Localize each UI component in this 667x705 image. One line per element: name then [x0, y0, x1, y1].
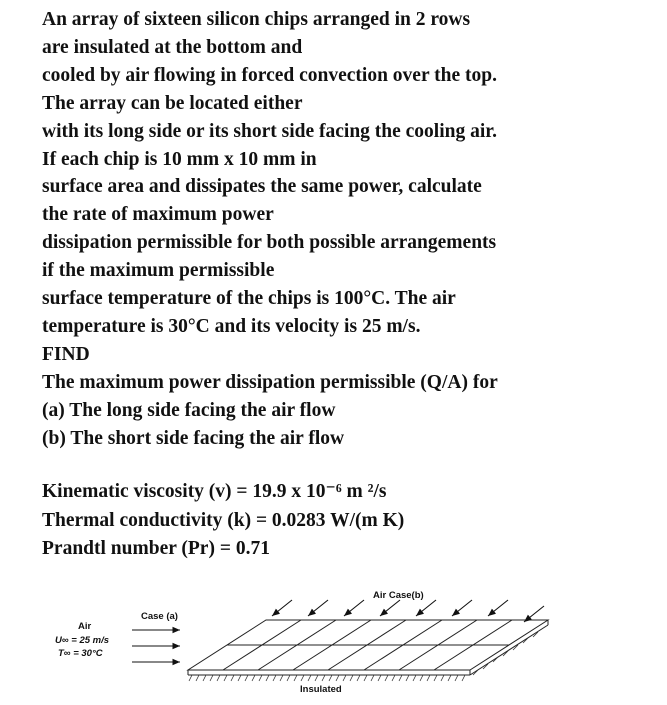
case-a-label: Case (a) [141, 611, 178, 622]
find-line: The maximum power dissipation permissible (Q/A) for [42, 371, 498, 393]
case-b-label: Air Case(b) [373, 590, 424, 601]
given-properties [42, 478, 657, 564]
problem-line: If each chip is 10 mm x 10 mm in [42, 148, 317, 170]
free-stream-temperature: T∞ = 30°C [58, 648, 103, 659]
find-label: FIND [42, 343, 90, 365]
property-prandtl-number: Prandtl number (Pr) = 0.71 [42, 538, 270, 559]
chip-array-figure [0, 580, 667, 700]
problem-line: surface area and dissipates the same power, calculate [42, 176, 482, 198]
problem-line: temperature is 30°C and its velocity is 25 m/s. [42, 315, 421, 337]
problem-line: if the maximum permissible [42, 260, 275, 282]
find-line: (a) The long side facing the air flow [42, 399, 336, 421]
property-kinematic-viscosity: Kinematic viscosity (v) = 19.9 x 10⁻⁶ m ²/s [42, 481, 387, 502]
chip-array-plate [188, 620, 548, 670]
problem-line: The array can be located either [42, 92, 303, 114]
problem-line: An array of sixteen silicon chips arranged in 2 rows [42, 9, 471, 30]
problem-line: the rate of maximum power [42, 204, 274, 226]
problem-line: cooled by air flowing in forced convection over the top. [42, 64, 497, 86]
problem-line: are insulated at the bottom and [42, 36, 303, 58]
free-stream-velocity: U∞ = 25 m/s [55, 635, 110, 646]
find-line: (b) The short side facing the air flow [42, 427, 345, 449]
problem-line: with its long side or its short side facing the cooling air. [42, 120, 498, 142]
problem-statement [42, 6, 657, 453]
air-label: Air [78, 621, 92, 632]
case-a-flow-arrows [132, 630, 180, 662]
property-thermal-conductivity: Thermal conductivity (k) = 0.0283 W/(m K) [42, 509, 405, 531]
problem-line: surface temperature of the chips is 100°C. The air [42, 288, 456, 310]
problem-line: dissipation permissible for both possible arrangements [42, 232, 497, 254]
case-b-flow-arrows [272, 600, 544, 622]
insulated-label: Insulated [300, 684, 342, 695]
